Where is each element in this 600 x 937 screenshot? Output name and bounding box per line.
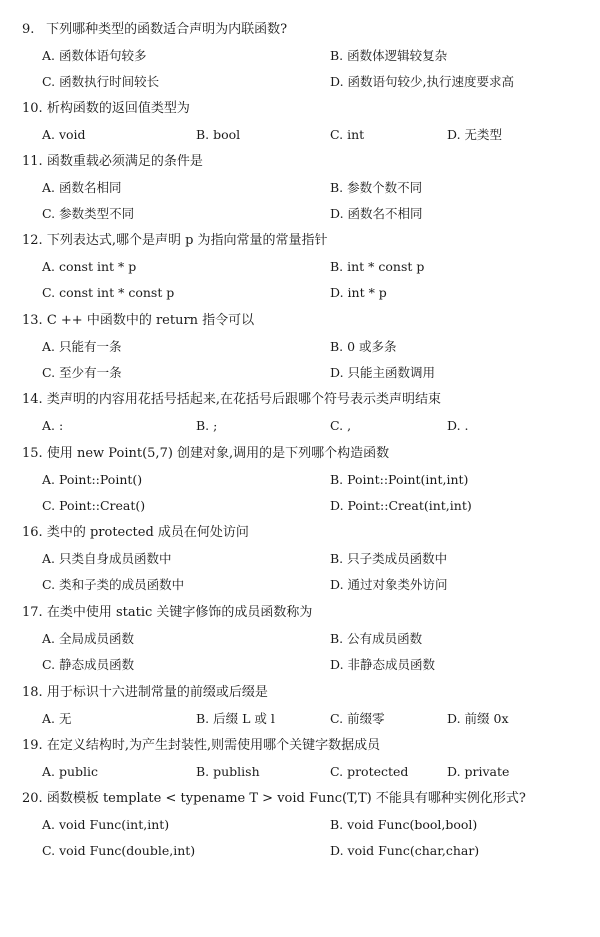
question-number: 19.	[22, 738, 43, 753]
option-d: D. 函数语句较少,执行速度要求高	[330, 74, 514, 89]
option-b: B. publish	[196, 764, 260, 779]
question-text: 析构函数的返回值类型为	[46, 101, 190, 116]
option-b: B. 公有成员函数	[330, 631, 423, 646]
question-stem	[22, 685, 268, 701]
option-a: A. 函数名相同	[42, 180, 122, 195]
question-number: 20.	[22, 791, 43, 806]
question-stem	[22, 154, 203, 170]
option-d: D. 函数名不相同	[330, 206, 423, 221]
option-a: A. 只能有一条	[42, 339, 122, 354]
question-number: 10.	[22, 101, 43, 116]
question-stem	[22, 525, 249, 541]
question-number: 12.	[22, 233, 43, 248]
question-text: 用于标识十六进制常量的前缀或后缀是	[46, 685, 268, 700]
option-b: B. 参数个数不同	[330, 180, 423, 195]
option-d: D. 非静态成员函数	[330, 657, 436, 672]
option-a: A. 全局成员函数	[42, 631, 134, 646]
option-b: B. Point::Point(int,int)	[330, 472, 469, 487]
option-b: B. ;	[196, 418, 218, 433]
question-number: 9.	[22, 22, 35, 37]
option-c: C. 函数执行时间较长	[42, 74, 160, 89]
question-text: 函数模板 template < typename T > void Func(T,T) 不能具有哪种实例化形式?	[46, 791, 526, 806]
option-c: C. const int * const p	[42, 285, 175, 300]
question-number: 18.	[22, 685, 43, 700]
option-c: C. 静态成员函数	[42, 657, 135, 672]
question-number: 11.	[22, 154, 43, 169]
question-text: 在类中使用 static 关键字修饰的成员函数称为	[46, 605, 313, 620]
question-number: 13.	[22, 313, 43, 328]
question-stem	[22, 605, 312, 621]
option-d: D. 通过对象类外访问	[330, 577, 448, 592]
question-number: 17.	[22, 605, 43, 620]
question-text: 下列表达式,哪个是声明 p 为指向常量的常量指针	[46, 233, 328, 248]
option-a: A. 只类自身成员函数中	[42, 551, 172, 566]
option-b: B. void Func(bool,bool)	[330, 817, 478, 832]
question-number: 15.	[22, 446, 43, 461]
option-b: B. bool	[196, 127, 241, 142]
option-b: B. 函数体逻辑较复杂	[330, 48, 448, 63]
question-text: 使用 new Point(5,7) 创建对象,调用的是下列哪个构造函数	[46, 446, 390, 461]
option-c: C. void Func(double,int)	[42, 843, 196, 858]
question-stem	[22, 392, 441, 408]
option-b: B. 后缀 L 或 l	[196, 711, 275, 726]
question-stem	[22, 446, 389, 462]
question-text: C ++ 中函数中的 return 指令可以	[46, 313, 255, 328]
option-a: A. void Func(int,int)	[42, 817, 170, 832]
option-d: D. 无类型	[447, 127, 503, 142]
option-a: A. 无	[42, 711, 72, 726]
question-number: 14.	[22, 392, 43, 407]
question-stem	[22, 233, 328, 249]
option-d: D. .	[447, 418, 469, 433]
option-b: B. 只子类成员函数中	[330, 551, 448, 566]
question-text: 函数重载必须满足的条件是	[46, 154, 203, 169]
question-number: 16.	[22, 525, 43, 540]
question-stem	[22, 313, 254, 329]
option-d: D. 只能主函数调用	[330, 365, 436, 380]
option-a: A. const int * p	[42, 259, 137, 274]
question-stem	[22, 101, 190, 117]
option-d: D. Point::Creat(int,int)	[330, 498, 472, 513]
option-a: A. Point::Point()	[42, 472, 143, 487]
question-text: 类中的 protected 成员在何处访问	[46, 525, 249, 540]
option-a: A. 函数体语句较多	[42, 48, 147, 63]
option-c: C. Point::Creat()	[42, 498, 146, 513]
question-text: 在定义结构时,为产生封装性,则需使用哪个关键字数据成员	[46, 738, 381, 753]
option-b: B. 0 或多条	[330, 339, 397, 354]
option-c: C. 至少有一条	[42, 365, 122, 380]
option-a: A. public	[42, 764, 99, 779]
question-stem	[22, 22, 287, 38]
option-c: C. ,	[330, 418, 352, 433]
option-c: C. protected	[330, 764, 409, 779]
question-stem	[22, 738, 380, 754]
option-d: D. void Func(char,char)	[330, 843, 480, 858]
option-d: D. int * p	[330, 285, 387, 300]
option-c: C. 参数类型不同	[42, 206, 135, 221]
option-d: D. private	[447, 764, 510, 779]
option-c: C. 前缀零	[330, 711, 385, 726]
option-d: D. 前缀 0x	[447, 711, 509, 726]
question-text: 类声明的内容用花括号括起来,在花括号后跟哪个符号表示类声明结束	[46, 392, 441, 407]
option-a: A. void	[42, 127, 86, 142]
option-c: C. int	[330, 127, 365, 142]
question-stem	[22, 791, 526, 807]
option-c: C. 类和子类的成员函数中	[42, 577, 185, 592]
option-a: A. :	[42, 418, 64, 433]
question-text: 下列哪种类型的函数适合声明为内联函数?	[46, 22, 288, 37]
option-b: B. int * const p	[330, 259, 425, 274]
